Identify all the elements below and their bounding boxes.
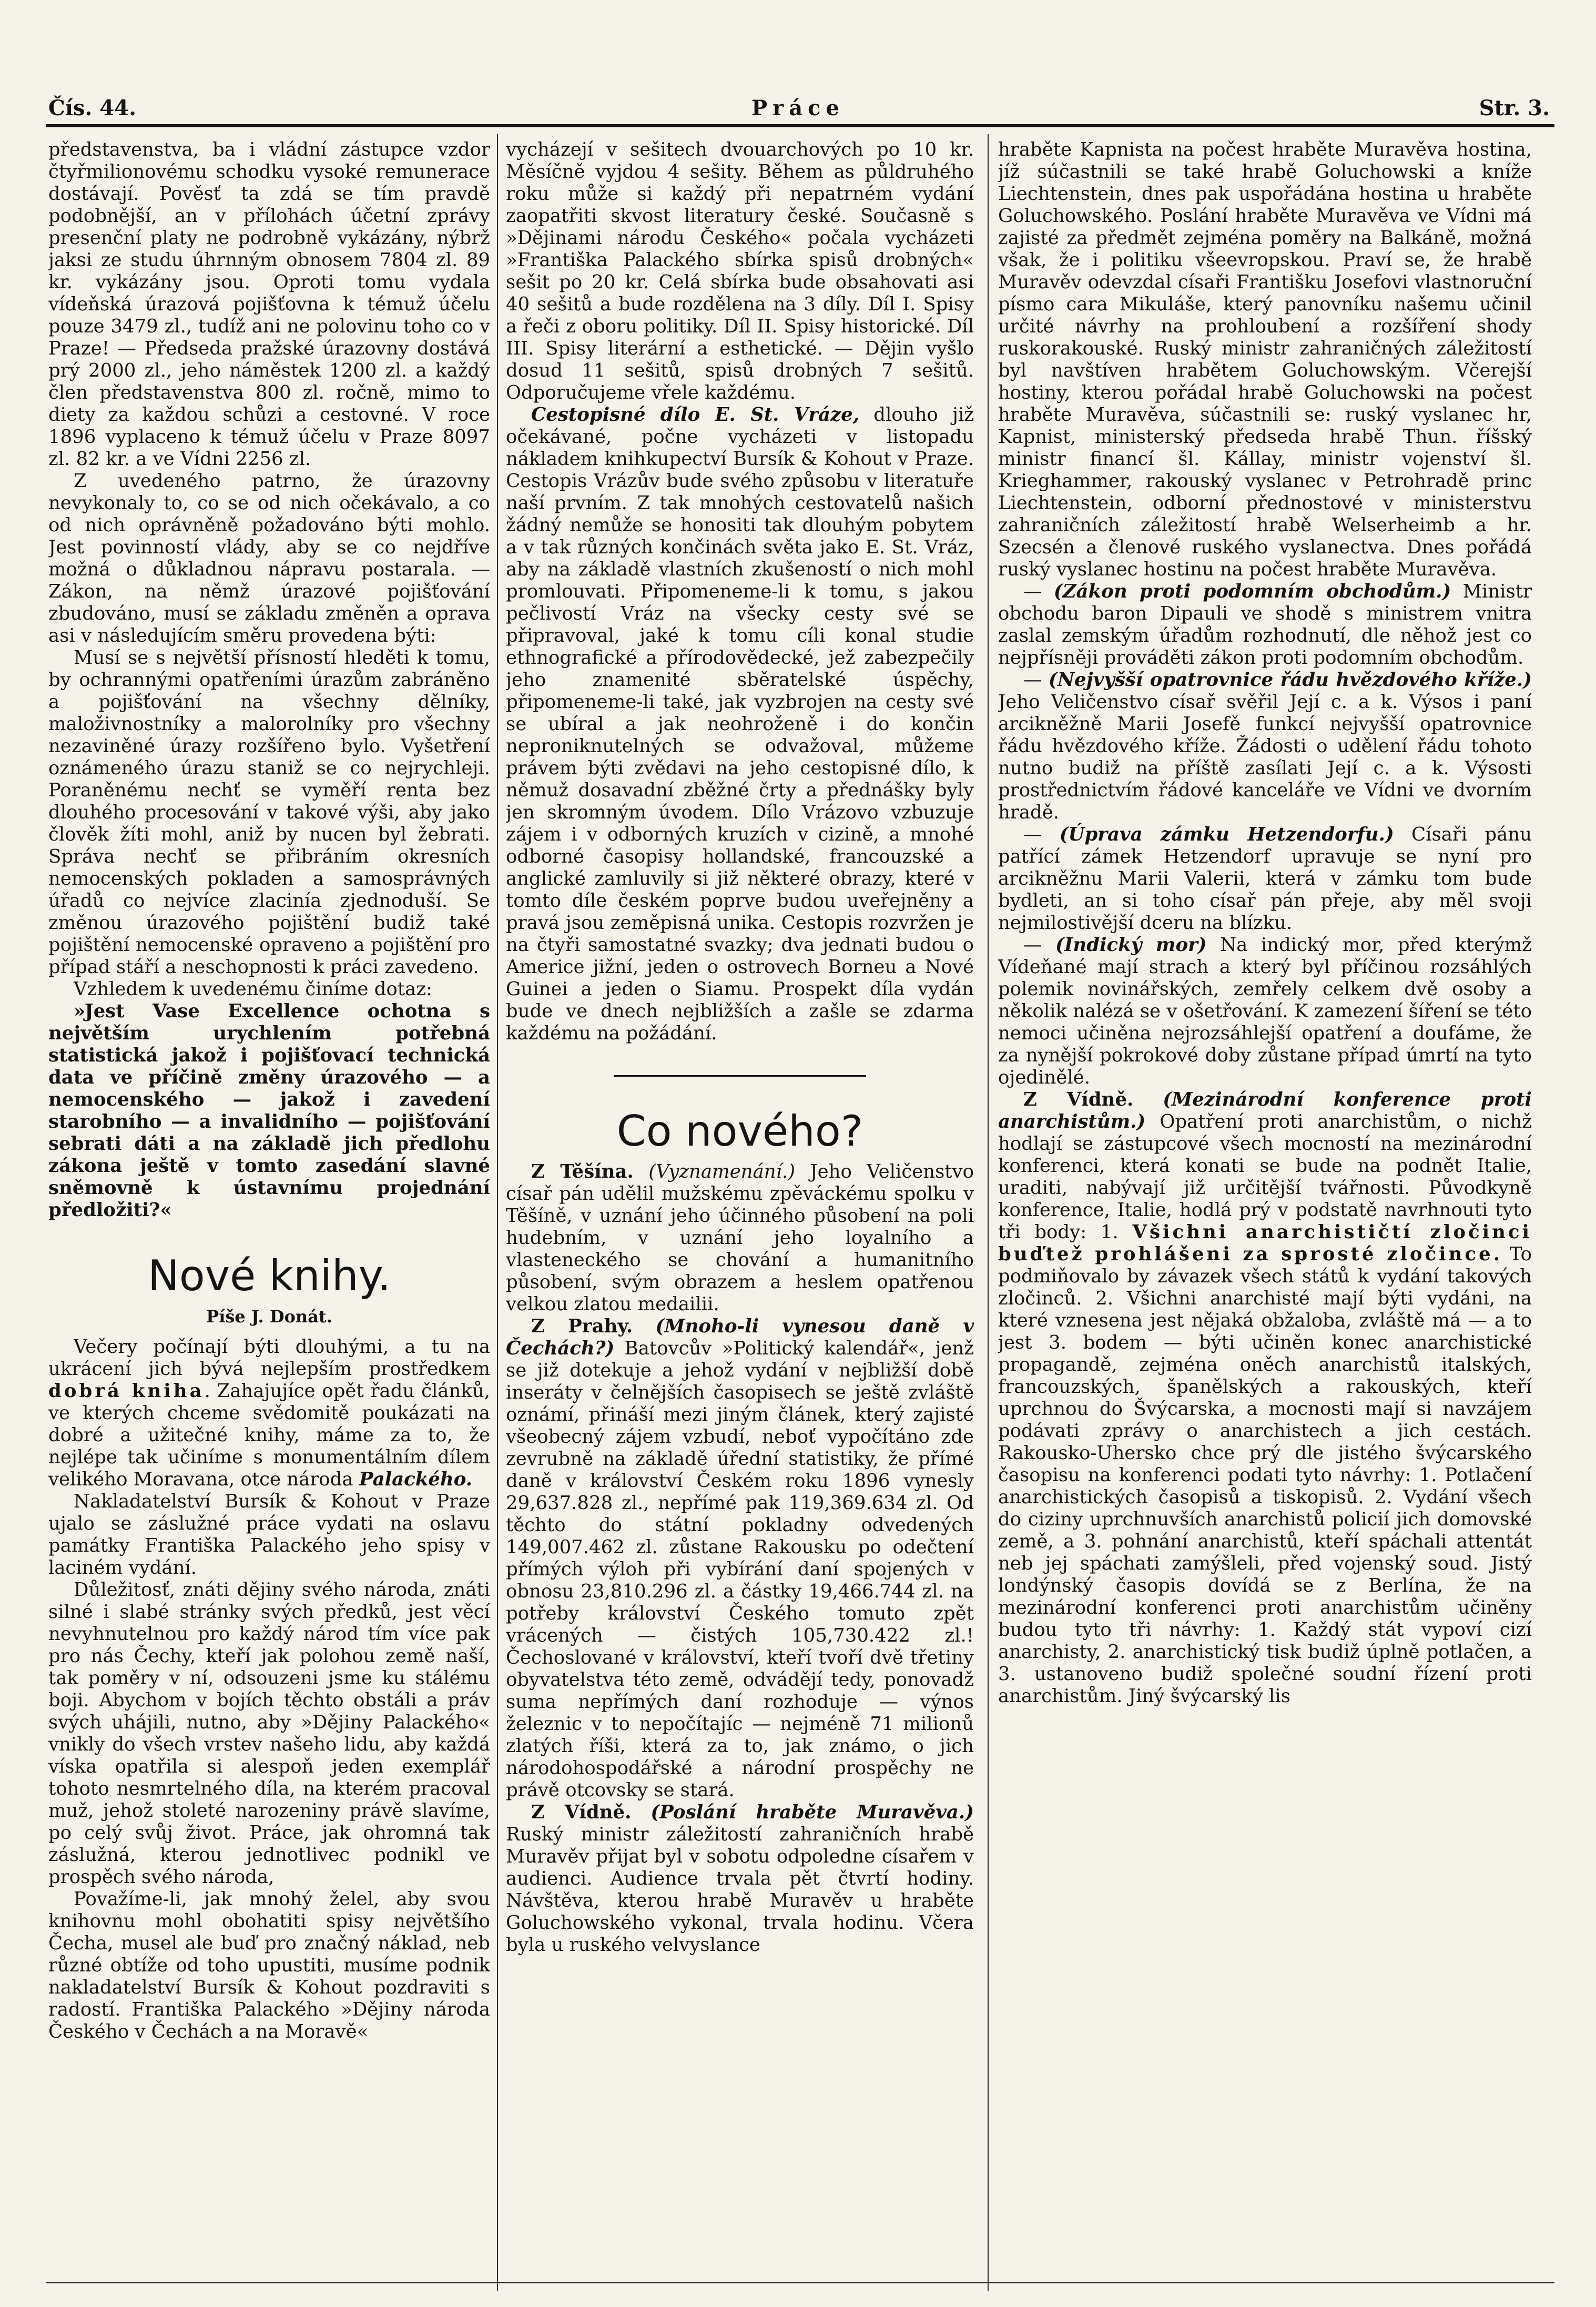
paragraph: Nakladatelství Bursík & Kohout v Praze ujalo se záslužné práce vydati na oslavu památky Františka Palackého jeho spisy v laciném vydání. <box>48 1491 490 1579</box>
interpellation-quote <box>48 1000 490 1221</box>
column-divider-2 <box>988 134 989 2291</box>
column-3 <box>998 139 1532 2280</box>
paragraph: Musí se s největší přísností hleděti k tomu, by ochrannými opatřeními úrazům zabráněno a pojišťování na všechny dělníky, maloživnostníky a malorolníky pro všechny nezaviněné úrazy rozšířeno bylo. Vyšetření oznámeného úrazu staniž se co nejrychleji. Poraněnému nechť se vyměří renta bez dlouhého procesování v takové výši, aby jako člověk žíti mohl, aniž by nucen byl žebrati. Správa nechť se přibráním okresních nemocenských pokladen a samosprávných úřadů co nejvíce zlacinía zjednoduší. Se změnou úrazového pojištění budiž také pojištění nemocenské opraveno a pojištění pro případ stáří a neschopnosti k práci zavedeno. <box>48 647 490 978</box>
news-text: Císaři pánu patřící zámek Hetzendorf upravuje se nyní pro arcikněžnu Marii Valerii, která v zámku tom bude bydleti, an si toho císař pán přeje, aby měl svoji nejmilostivější dceru na blízku. <box>998 824 1532 934</box>
news-text: Batovcův »Politický kalendář«, jenž se již dotekuje a jehož vydání v nejbližší době inseráty v čelnějších časopisech se ještě zvláště oznámí, přináší mezi jiným článek, který zajisté všeobecný zájem vzbudí, neboť vypočítáno zde zevrubně na základě úřední statistiky, že přímé daně v království Českém roku 1896 vynesly 29,637.828 zl., nepřímé pak 119,369.634 zl. Od těchto do státní pokladny odvedených 149,007.462 zl. zůstane Rakousku po odečtení přímých výloh při vybírání daní spojených v obnosu 23,810.296 zl. a částky 19,466.744 zl. na potřeby království Českého tomuto zpět vrácených — čistých 105,730.422 zl.! Čechoslované v království, kteří tvoří dvě třetiny obyvatelstva této země, odvádějí tedy, ponovadž suma nepřímých daní rozhoduje — výnos železnic v to nepočítajíc — nejméně 71 milionů zlatých říši, která za to, jak známo, o jich národohospodářské a národní prospěchy ne právě otcovsky se stará. <box>506 1338 974 1801</box>
paragraph <box>48 1336 490 1491</box>
paragraph: hraběte Kapnista na počest hraběte Muravěva hostina, jíž súčastnili se také hrabě Goluchowski a kníže Liechtenstein, dnes pak uspořádána hostina u hraběte Goluchowského. Poslání hraběte Muravěva ve Vídni má zajisté za předmět zejména poměry na Balkáně, možná však, že i politiku všeevropskou. Praví se, že hrabě Muravěv odevzdal císaři Františku Josefovi vlastnoruční písmo cara Mikuláše, který panovníku našemu učinil určité návrhy na prohloubení a rozšíření shody ruskorakouské. Ruský ministr zahraničných záležitostí byl navštíven hrabětem Goluchowským. Včerejší hostiny, kterou pořádal hrabě Goluchowski na počest hraběte Muravěva, súčastnili se: ruský vyslanec hr, Kapnist, ministerský předseda hrabě Thun. říšský ministr financí šl. Kállay, ministr vojenství šl. Krieghammer, rakouský vyslanec v Petrohradě princ Liechtenstein, odborní přednostové v ministerstvu zahraničních záležitostí hrabě Welserheimb a hr. Szecsén a členové ruského vyslanectva. Dnes pořádá ruský vyslanec hostinu na počest hraběte Muravěva. <box>998 139 1532 580</box>
news-place: Z Prahy. <box>531 1316 633 1337</box>
news-title: (Nejvyšší opatrovnice řádu hvězdového kříže.) <box>1048 669 1532 691</box>
news-item <box>998 1089 1532 1707</box>
news-title: (Zákon proti podomním obchodům.) <box>1053 581 1451 602</box>
header-rule <box>46 124 1554 127</box>
news-title: (Mnoho-li vynesou daně v Čechách?) <box>506 1316 974 1359</box>
spaced-emphasis: Všichni anarchističtí zločinci buďtež prohlášeni za sprosté zločince. <box>998 1221 1532 1265</box>
news-text: Na indický mor, před kterýmž Vídeňané mají strach a který byl příčinou rozsáhlých polemik novinářských, zemřely celkem dvě osoby a několik nalézá se v ošetřování. K zamezení šíření se této nemoci učiněna nejrozsáhlejší opatření a doufáme, že za nynější pokrokové doby zůstane případ úmrtí na tyto ojedinělé. <box>998 934 1532 1088</box>
news-text: Opatření proti anarchistům, o nichž hodlají se zástupcové všech mocností na mezinárodní konferenci, která konati se bude na podnět Italie, uraditi, nabývají již určitější tvářnosti. Původkyně konference, Italie, hodlá prý v podstatě navrhnouti tyto tři body: 1. <box>998 1111 1532 1243</box>
page-number: Str. 3. <box>1479 96 1550 120</box>
paragraph: Z uvedeného patrno, že úrazovny nevykonaly to, co se od nich očekávalo, a co od nich oprávněně požadováno býti mohlo. Jest povinností vlády, aby se co nejdříve možná o důkladnou nápravu postarala. — Zákon, na němž úrazové pojišťování zbudováno, musí se základu změněn a oprava asi v následujícím směru provedena býti: <box>48 470 490 646</box>
quote-text: »Jest Vase Excellence ochotna s největším urychlením potřebná statistická jakož i pojišťovací technická data ve příčině změny úrazového — a nemocenského — jakož i zavedení starobního — a invalidního — pojišťování sebrati dáti a na základě jich předlohu zákona ještě v tomto zasedání slavné sněmovně k ústavnímu projednání předložiti?« <box>48 1000 490 1221</box>
news-title: (Mezinárodní konference proti anarchistům.) <box>998 1089 1532 1132</box>
news-place: Z Těšína. <box>531 1161 634 1182</box>
news-title: (Poslání hraběte Muravěva.) <box>650 1802 974 1823</box>
section-title-nove-knihy: Nové knihy. <box>147 1251 391 1300</box>
italic-emphasis: Palackého. <box>359 1469 473 1490</box>
text-run: Večery počínají býti dlouhými, a tu na ukrácení jich bývá nejlepším prostředkem <box>48 1336 490 1380</box>
masthead-title: Práce <box>751 96 845 120</box>
italic-emphasis: Cestopisné dílo E. St. Vráze, <box>531 404 860 426</box>
paragraph: Považíme-li, jak mnohý želel, aby svou knihovnu mohl obohatiti spisy největšího Čecha, musel ale buď pro značný náklad, neb různé obtíže od toho upustiti, musíme podnik nakladatelství Bursík & Kohout pozdraviti s radostí. Františka Palackého »Dějiny národa Českého v Čechách a na Moravě« <box>48 1888 490 2042</box>
column-1 <box>48 139 490 2280</box>
news-item <box>506 1802 974 1956</box>
spaced-emphasis: dobrá kniha <box>48 1380 205 1402</box>
news-place: Z Vídně. <box>531 1802 632 1823</box>
news-item: — (Nejvyšší opatrovnice řádu hvězdového kříže.) Jeho Veličenstvo císař svěřil Její c. a k. Výsos i paní arcikněžně Marii Josefě funkcí nejvyšší opatrovnice řádu hvězdového kříže. Žádosti o udělení řádu tohoto nutno budiž na příště zasílati Její c. a k. Výsosti prostřednictvím řádové kanceláře ve Vídni ve dvorním hradě. <box>998 669 1532 823</box>
byline: Píše J. Donát. <box>206 1307 332 1327</box>
section-title-co-noveho: Co nového? <box>616 1107 863 1156</box>
news-title: (Úprava zámku Hetzendorfu.) <box>1059 824 1394 845</box>
news-place: Z Vídně. <box>1023 1089 1134 1110</box>
paragraph: Vzhledem k uvedenému činíme dotaz: <box>74 978 432 1000</box>
news-text: Jeho Veličenstvo císař pán udělil mužskému zpěváckému spolku v Těšíně, v uznání jeho účinného působení na poli hudebním, v uznání jeho loyalního a vlasteneckého se chování a humanitního působení, svým obrazem a heslem opatřenou velkou zlatou medailii. <box>506 1161 974 1315</box>
column-divider-1 <box>497 134 498 2291</box>
paragraph: vycházejí v sešitech dvouarchových po 10 kr. Měsíčně vyjdou 4 sešity. Během as půldruhého roku může si každý při nepatrném vydání zaopatřiti skvost literatury české. Současně s »Dějinami národu Českého« počala vycházeti »Františka Palackého sbírka spisů drobných« sešit po 20 kr. Celá sbírka bude obsahovati asi 40 sešitů a bude rozdělena na 3 díly. Díl I. Spisy a řeči z oboru politiky. Díl II. Spisy historické. Díl III. Spisy literární a esthetické. — Dějin vyšlo dosud 11 sešitů, spisů drobných 7 sešitů. Odporučujeme vřele každému. <box>506 139 974 403</box>
page-bottom-edge <box>46 2282 1554 2283</box>
news-item: — (Úprava zámku Hetzendorfu.) Císaři pánu patřící zámek Hetzendorf upravuje se nyní pro arcikněžnu Marii Valerii, která v zámku tom bude bydleti, an si toho císař pán přeje, aby měl svoji nejmilostivější dceru na blízku. <box>998 824 1532 934</box>
paragraph: představenstva, ba i vládní zástupce vzdor čtyřmilionovému schodku vysoké remunerace dostávají. Pověsť ta zdá se tím pravdě podobnější, an v přílohách účetní zprávy presenční platy ne podrobně vykázány, nýbrž jaksi ze studu úhrnným obnosem 7804 zl. 89 kr. vykázány jsou. Oproti tomu vydala vídeňská úrazová pojišťovna k témuž účelu pouze 3479 zl., tudíž ani ne polovinu toho co v Praze! — Předseda pražské úrazovny dostává prý 2000 zl., jeho náměstek 1200 zl. a každý člen představenstva 800 zl. ročně, mimo to diety za každou schůzi a cestovné. V roce 1896 vyplaceno k témuž účelu v Praze 8097 zl. 82 kr. a ve Vídni 2256 zl. <box>48 139 490 470</box>
news-item <box>506 1161 974 1316</box>
text-run: . Zahajujíce opět řadu článků, ve kterých chceme svědomitě poukázati na dobré a užitečné knihy, máme za to, že nejlépe tak učiníme s monumentálním dílem velikého Moravana, otce národa <box>48 1380 490 1490</box>
paragraph <box>506 404 974 1045</box>
news-title: (Vyznamenání.) <box>648 1161 796 1182</box>
news-text: To podmiňovalo by závazek všech států k vydání takových zločinců. 2. Všichni anarchisté mají býti vydáni, na které vznesena jest nějaká obžaloba, zvláště má — a to jest 3. bodem — býti učiněn konec anarchistické propagandě, zejména oněch anarchistů italských, francouzských, španělských a rakouských, kteří uprchnou do Švýcarska, a mocnosti mají si navzájem podávati zprávy o anarchistech a jich cestách. Rakousko-Uhersko chce prý dle jistého švýcarského časopisu na konferenci podati tyto návrhy: 1. Potlačení anarchistických časopisů a tiskopisů. 2. Vydání všech do ciziny uprchnuvších anarchistů policií jich domovské země, a 3. pohnání anarchistů, kteří spáchali attentát neb jej spáchati zamýšleli, před vojenský soud. Jistý londýnský časopis dovídá se z Berlína, že na mezinárodní konferenci proti anarchistům učiněny budou tyto tři návrhy: 1. Každý stát vypoví cizí anarchisty, 2. anarchistický tisk budiž úplně potlačen, a 3. ustanoveno budiž společné soudní řízení proti anarchistům. Jiný švýcarský lis <box>998 1243 1532 1707</box>
news-item: — (Indický mor) Na indický mor, před kterýmž Vídeňané mají strach a který byl příčinou rozsáhlých polemik novinářských, zemřely celkem dvě osoby a několik nalézá se v ošetřování. K zamezení šíření se této nemoci učiněna nejrozsáhlejší opatření a doufáme, že za nynější pokrokové doby zůstane případ úmrtí na tyto ojedinělé. <box>998 934 1532 1088</box>
news-text: Ministr obchodu baron Dipauli ve shodě s ministrem vnitra zaslal zemským úřadům rozhodnutí, dle něhož jest co nejpřísněji prováděti zákon proti podomním obchodům. <box>998 581 1532 669</box>
news-title: (Indický mor) <box>1055 934 1207 956</box>
section-separator <box>614 1075 866 1077</box>
text-run: dlouho již očekávané, počne vycházeti v listopadu nákladem knihkupectví Bursík & Kohout v Praze. Cestopis Vrázův bude svého způsobu v literatuře naší prvním. Z tak mnohých cestovatelů našich žádný nemůže se honositi tak dlouhým pobytem a v tak různých končinách světa jako E. St. Vráz, aby na základě vlastních zkušeností o nich mohl promlouvati. Připomeneme-li k tomu, s jakou pečlivostí Vráz na všecky cesty své se připravoval, jaké k tomu cíli konal studie ethnografické a přírodovědecké, jež zabezpečily jeho znamenité sběratelské úspěchy, připomeneme-li také, jak vyzbrojen na cesty své se ubíral a jak neohroženě i do končin neproniknutelných se odvažoval, můžeme právem býti zvědavi na jeho cestopisné dílo, k němuž dosavadní zběžné črty a přednášky byly jen skromným úvodem. Dílo Vrázovo vzbuzuje zájem i v odborných kruzích v cizině, a mnohé odborné časopisy hollandské, francouzské a anglické zamluvily si již některé obrazy, které v tomto díle českém poprve budou uveřejněny a pravá jsou zeměpisná unika. Cestopis rozvržen je na čtyři samostatné svazky; dva jednati budou o Americe jižní, jeden o ostrovech Borneu a Nové Guinei a jeden o Siamu. Prospekt díla vydán bude ve dnech nejbližších a zašle se zdarma každému na požádání. <box>506 404 974 1044</box>
news-item: — (Zákon proti podomním obchodům.) Ministr obchodu baron Dipauli ve shodě s ministrem vnitra zaslal zemským úřadům rozhodnutí, dle něhož jest co nejpřísněji prováděti zákon proti podomním obchodům. <box>998 581 1532 669</box>
column-2 <box>506 139 974 2280</box>
paragraph: Důležitosť, znáti dějiny svého národa, znáti silné i slabé stránky svých předků, jest věcí nevyhnutelnou pro každý národ tím více pak pro nás Čechy, kteří jak polohou země naší, tak poměry v ní, odsouzeni jsme ku stálému boji. Abychom v bojích těchto obstáli a práv svých uhájili, nutno, aby »Dějiny Palackého« vnikly do všech vrstev našeho lidu, aby každá víska opatřila si alespoň jeden exemplář tohoto nesmrtelného díla, na kterém pracoval muž, jehož stoleté narozeniny právě slavíme, po celý svůj život. Práce, jak ohromná tak záslužná, kterou jednotlivec podnikl ve prospěch svého národa, <box>48 1579 490 1888</box>
news-text: Jeho Veličenstvo císař svěřil Její c. a k. Výsos i paní arcikněžně Marii Josefě funkcí nejvyšší opatrovnice řádu hvězdového kříže. Žádosti o udělení řádu tohoto nutno budiž na příště zasílati Její c. a k. Výsosti prostřednictvím řádové kanceláře ve Vídni ve dvorním hradě. <box>998 691 1532 823</box>
news-item <box>506 1316 974 1802</box>
issue-number: Čís. 44. <box>48 96 136 120</box>
news-text: Ruský ministr záležitostí zahraničních hrabě Muravěv přijat byl v sobotu odpoledne císařem v audienci. Audience trvala pět čtvrtí hodiny. Návštěva, kterou hrabě Muravěv u hraběte Goluchowského vykonal, trvala hodinu. Včera byla u ruského velvyslance <box>506 1824 974 1956</box>
